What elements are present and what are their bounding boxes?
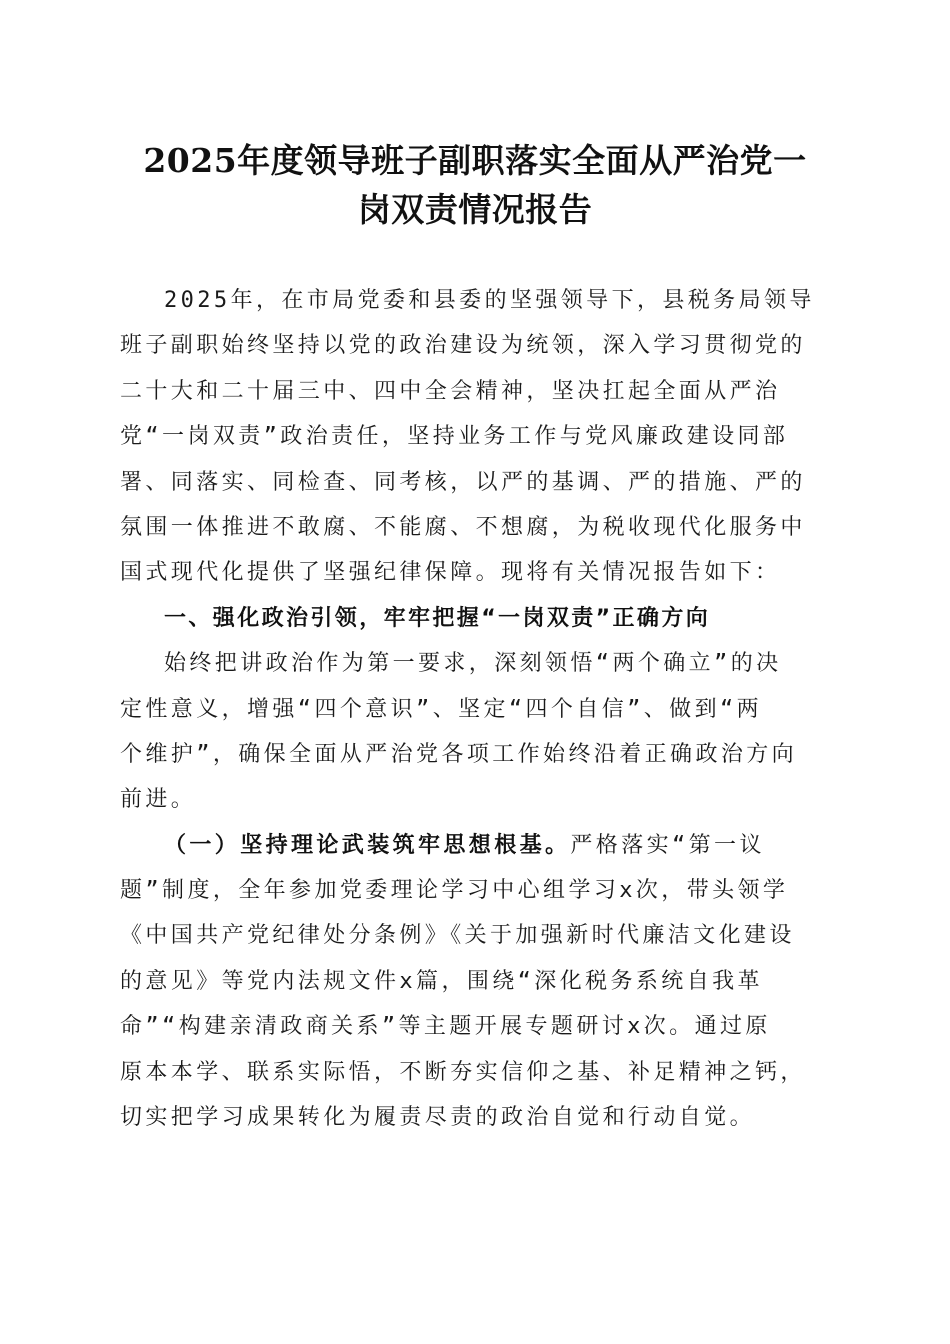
title-line-2: 岗双责情况报告 [357, 190, 593, 229]
document-body [120, 278, 830, 1140]
subsection-1-line: 原本本学、联系实际悟，不断夯实信仰之基、补足精神之钙， [120, 1059, 806, 1085]
subsection-1-first-text: 严格落实“第一议 [570, 832, 765, 858]
intro-line: 氛围一体推进不敢腐、不能腐、不想腐，为税收现代化服务中 [120, 514, 806, 540]
section-1-line: 始终把讲政治作为第一要求，深刻领悟“两个确立”的决 [164, 651, 782, 677]
intro-line: 党“一岗双责”政治责任，坚持业务工作与党风廉政建设同部 [120, 424, 789, 450]
intro-line: 二十大和二十届三中、四中全会精神，坚决扛起全面从严治 [120, 378, 781, 404]
subsection-1-line: 《中国共产党纪律处分条例》《关于加强新时代廉洁文化建设 [120, 923, 795, 949]
title-line-1: 2025年度领导班子副职落实全面从严治党一 [143, 141, 807, 180]
section-1-line: 定性意义，增强“四个意识”、坚定“四个自信”、做到“两 [120, 696, 763, 722]
subsection-1-line: 的意见》等党内法规文件x篇，围绕“深化税务系统自我革 [120, 968, 763, 994]
document-title [120, 136, 830, 234]
section-1-heading: 一、强化政治引领，牢牢把握“一岗双责”正确方向 [164, 605, 711, 631]
intro-line: 班子副职始终坚持以党的政治建设为统领，深入学习贯彻党的 [120, 333, 806, 359]
subsection-1-line: 命”“构建亲清政商关系”等主题开展专题研讨x次。通过原 [120, 1014, 771, 1040]
subsection-1-line: 题”制度，全年参加党委理论学习中心组学习x次，带头领学 [120, 878, 789, 904]
section-1-line: 个维护”，确保全面从严治党各项工作始终沿着正确政治方向 [120, 741, 798, 767]
section-1-paragraph [120, 641, 830, 823]
intro-line: 2025年，在市局党委和县委的坚强领导下，县税务局领导 [164, 288, 815, 313]
subsection-1-line: 切实把学习成果转化为履责尽责的政治自觉和行动自觉。 [120, 1105, 756, 1131]
intro-paragraph [120, 278, 830, 596]
section-1-line: 前进。 [120, 787, 197, 813]
subsection-1-heading: （一）坚持理论武装筑牢思想根基。 [164, 832, 571, 858]
subsection-1-first-line [120, 823, 830, 868]
intro-line: 署、同落实、同检查、同考核，以严的基调、严的措施、严的 [120, 469, 806, 495]
subsection-1-paragraph [120, 823, 830, 1141]
intro-line: 国式现代化提供了坚强纪律保障。现将有关情况报告如下： [120, 560, 781, 586]
